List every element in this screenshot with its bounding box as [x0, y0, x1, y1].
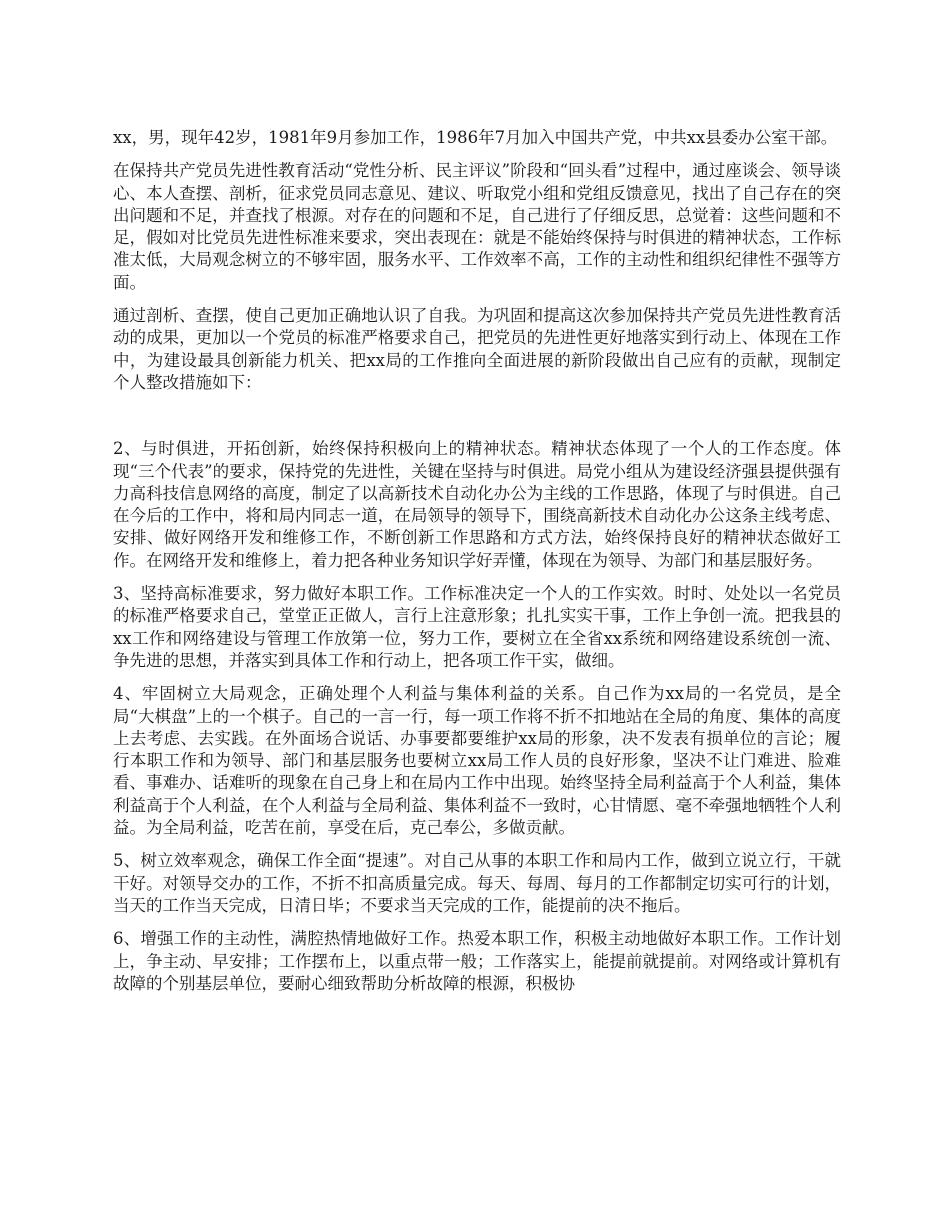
- document-body: [113, 127, 841, 1006]
- measure-paragraph-4: 4、牢固树立大局观念，正确处理个人利益与集体利益的关系。自己作为xx局的一名党员，是全局“大棋盘”上的一个棋子。自己的一言一行，每一项工作将不折不扣地站在全局的角度、集体的高度上去考虑、去实践。在外面场合说话、办事要都要维护xx局的形象，决不发表有损单位的言论；履行本职工作和为领导、部门和基层服务也要树立xx局工作人员的良好形象，坚决不让门难进、脸难看、事难办、话难听的现象在自己身上和在局内工作中出现。始终坚持全局利益高于个人利益，集体利益高于个人利益，在个人利益与全局利益、集体利益不一致时，心甘情愿、毫不牵强地牺牲个人利益。为全局利益，吃苦在前，享受在后，克己奉公，多做贡献。: [113, 684, 841, 838]
- measure-paragraph-5: 5、树立效率观念，确保工作全面“提速”。对自己从事的本职工作和局内工作，做到立说立行，干就干好。对领导交办的工作，不折不扣高质量完成。每天、每周、每月的工作都制定切实可行的计划，当天的工作当天完成，日清日毕；不要求当天完成的工作，能提前的决不拖后。: [113, 851, 841, 915]
- intro-paragraph-2: 在保持共产党员先进性教育活动“党性分析、民主评议”阶段和“回头看”过程中，通过座谈会、领导谈心、本人查摆、剖析，征求党员同志意见、建议、听取党小组和党组反馈意见，找出了自己存在的突出问题和不足，并查找了根源。对存在的问题和不足，自己进行了仔细反思，总觉着：这些问题和不足，假如对比党员先进性标准来要求，突出表现在：就是不能始终保持与时俱进的精神状态，工作标准太低，大局观念树立的不够牢固，服务水平、工作效率不高，工作的主动性和组织纪律性不强等方面。: [113, 161, 841, 292]
- measure-paragraph-3: 3、坚持高标准要求，努力做好本职工作。工作标准决定一个人的工作实效。时时、处处以一名党员的标准严格要求自己，堂堂正正做人，言行上注意形象；扎扎实实干事，工作上争创一流。把我县的xx工作和网络建设与管理工作放第一位，努力工作，要树立在全省xx系统和网络建设系统创一流、争先进的思想，并落实到具体工作和行动上，把各项工作干实，做细。: [113, 584, 841, 670]
- measure-paragraph-2: 2、与时俱进，开拓创新，始终保持积极向上的精神状态。精神状态体现了一个人的工作态度。体现“三个代表”的要求，保持党的先进性，关键在坚持与时俱进。局党小组从为建设经济强县提供强有力高科技信息网络的高度，制定了以高新技术自动化办公为主线的工作思路，体现了与时俱进。自己在今后的工作中，将和局内同志一道，在局领导的领导下，围绕高新技术自动化办公这条主线考虑、安排、做好网络开发和维修工作，不断创新工作思路和方式方法，始终保持良好的精神状态做好工作。在网络开发和维修上，着力把各种业务知识学好弄懂，体现在为领导、为部门和基层服好务。: [113, 439, 841, 570]
- blank-gap: [113, 405, 841, 438]
- intro-paragraph-3: 通过剖析、查摆，使自己更加正确地认识了自我。为巩固和提高这次参加保持共产党员先进性教育活动的成果，更加以一个党员的标准严格要求自己，把党员的先进性更好地落实到行动上、体现在工作中，为建设最具创新能力机关、把xx局的工作推向全面进展的新阶段做出自己应有的贡献，现制定个人整改措施如下：: [113, 306, 841, 392]
- intro-paragraph-1: xx，男，现年42岁，1981年9月参加工作，1986年7月加入中国共产党，中共xx县委办公室干部。: [113, 128, 838, 147]
- measure-paragraph-6: 6、增强工作的主动性，满腔热情地做好工作。热爱本职工作，积极主动地做好本职工作。工作计划上，争主动、早安排；工作摆布上，以重点带一般；工作落实上，能提前就提前。对网络或计算机有故障的个别基层单位，要耐心细致帮助分析故障的根源，积极协: [113, 929, 841, 993]
